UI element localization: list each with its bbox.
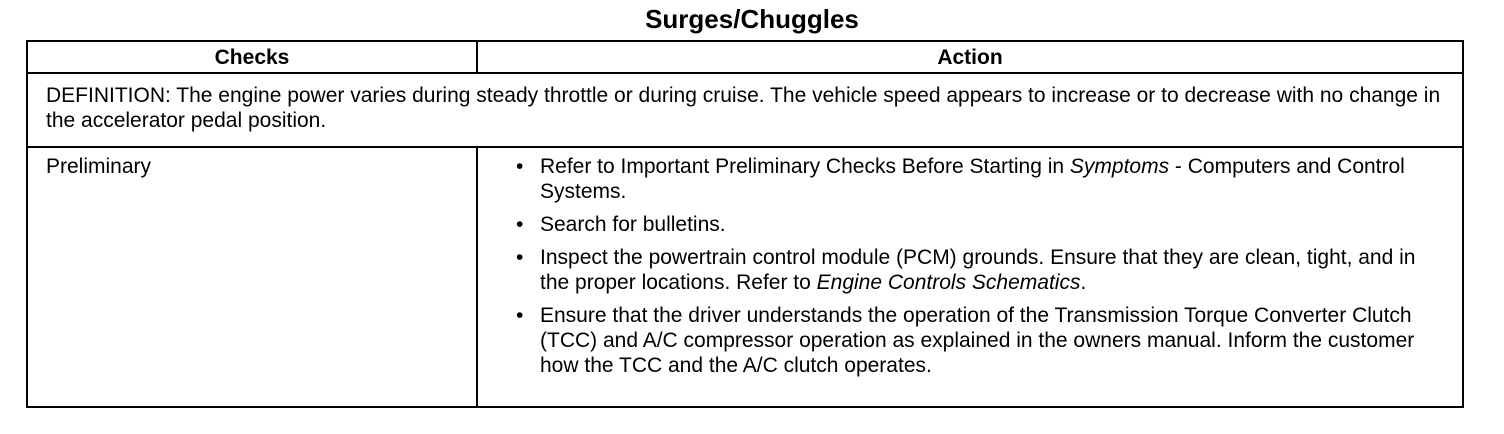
- list-item: [516, 212, 1442, 237]
- bullet-icon: •: [516, 155, 524, 178]
- list-item: [516, 303, 1442, 378]
- list-item: [516, 245, 1442, 295]
- action-text-pre: Ensure that the driver understands the operation of the Transmission Torque Converter Clutch (TCC) and A/C compressor operation as explained in the owners manual. Inform the customer how the TCC and the A/C clutch operates.: [540, 304, 1415, 377]
- action-text-post: .: [1080, 271, 1087, 294]
- table-row: [27, 147, 1463, 407]
- check-cell-preliminary: Preliminary: [27, 147, 477, 407]
- action-text-italic: Symptoms: [1069, 155, 1170, 178]
- action-text-pre: Refer to Important Preliminary Checks Before Starting in: [540, 155, 1070, 178]
- action-text-italic: Engine Controls Schematics: [816, 271, 1081, 294]
- list-item: [516, 154, 1442, 204]
- action-cell: [477, 147, 1463, 407]
- symptom-table: [26, 40, 1464, 408]
- bullet-icon: •: [516, 213, 524, 236]
- page-title: Surges/Chuggles: [645, 4, 859, 34]
- bullet-icon: •: [516, 246, 524, 269]
- bullet-icon: •: [516, 304, 524, 327]
- action-list: [516, 154, 1442, 378]
- header-row: [27, 41, 1463, 73]
- definition-row: [27, 73, 1463, 147]
- definition-text: DEFINITION: The engine power varies during steady throttle or during cruise. The vehicle speed appears to increase or to decrease with no change in the accelerator pedal position.: [27, 73, 1463, 147]
- action-text-post: - Computers and Control Systems.: [540, 155, 1405, 203]
- action-text-pre: Search for bulletins.: [540, 213, 726, 236]
- action-text-pre: Inspect the powertrain control module (PCM) grounds. Ensure that they are clean, tight, and in the proper locations. Refer to: [540, 246, 1416, 294]
- checks-column-header: Checks: [27, 41, 477, 73]
- action-column-header: Action: [477, 41, 1463, 73]
